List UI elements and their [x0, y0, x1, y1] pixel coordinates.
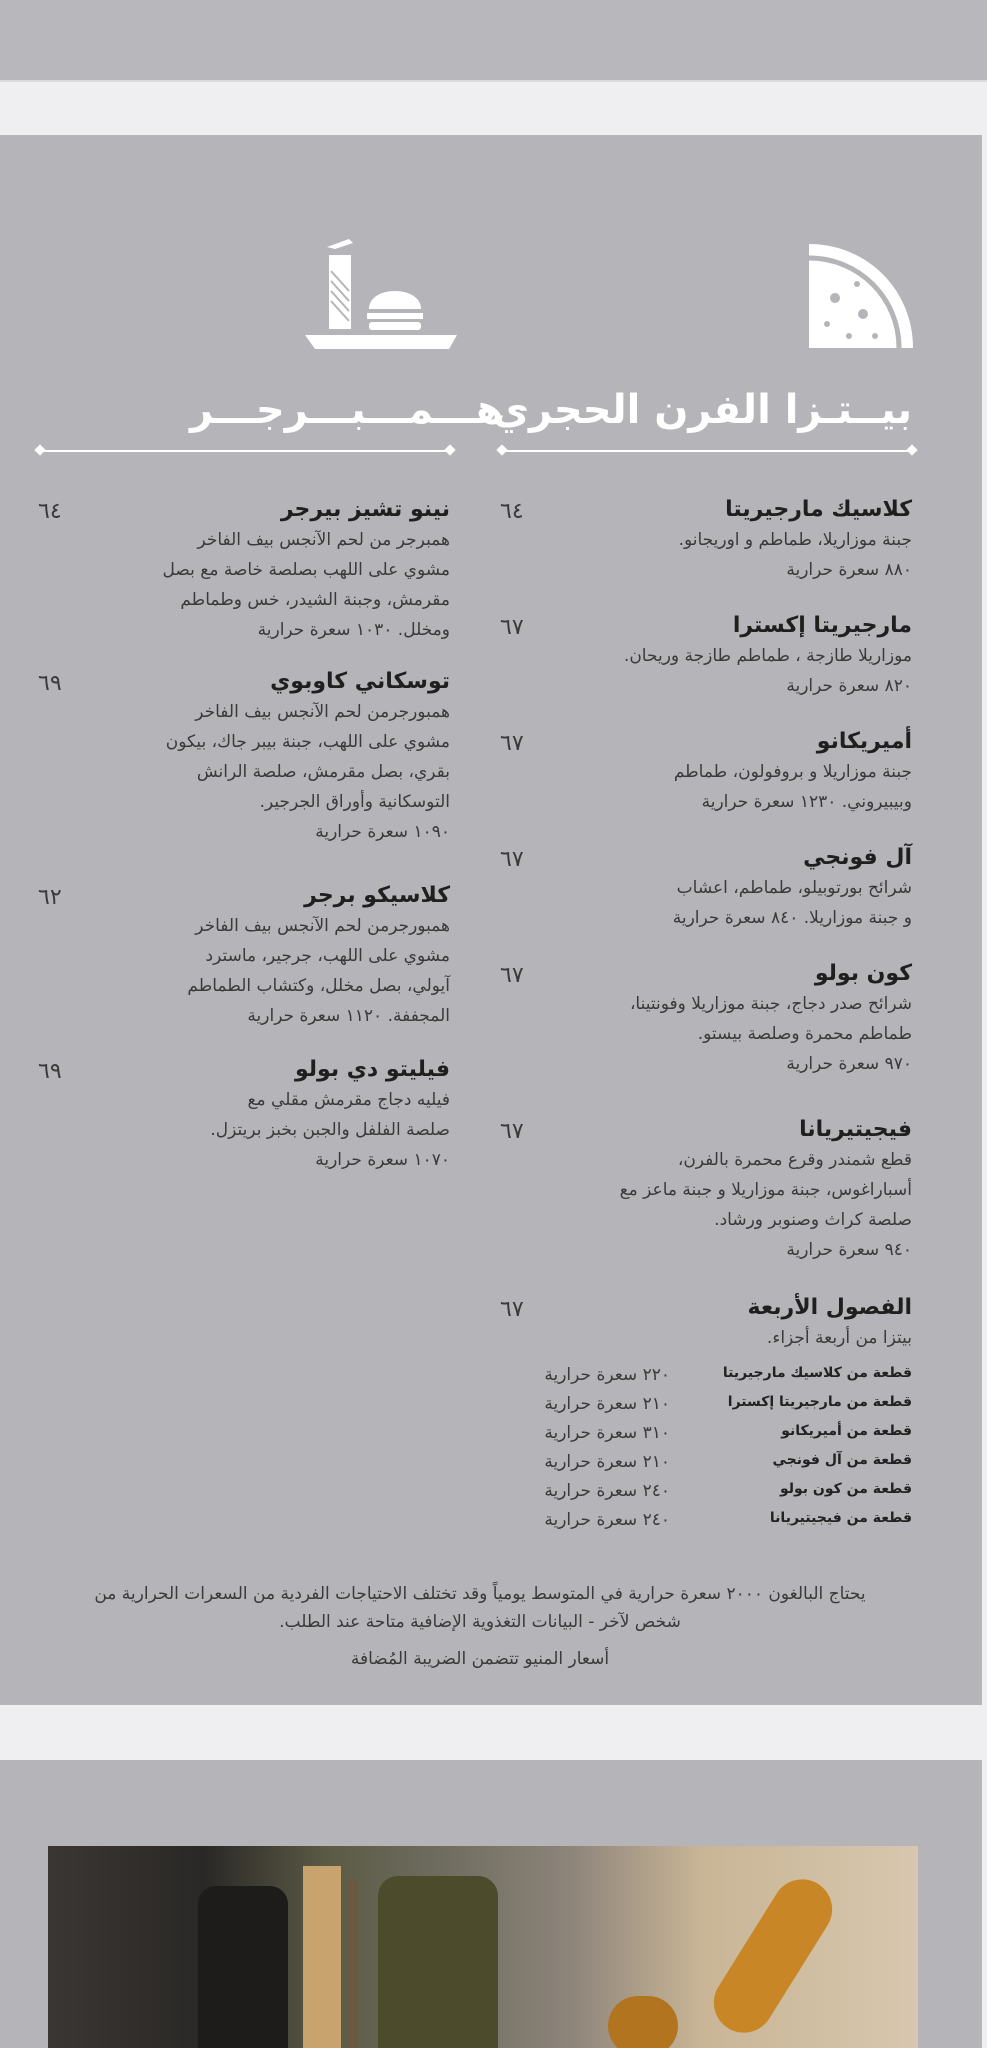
item-desc: شرائح صدر دجاج، جبنة موزاريلا وفونتينا،: [629, 994, 912, 1014]
vat-note: أسعار المنيو تتضمن الضريبة المُضافة: [350, 1649, 610, 1669]
food-photo: [48, 1846, 918, 2048]
item-price: ٦٩: [38, 1059, 62, 1084]
item-desc: مقرمش، وجبنة الشيدر، خس وطماطم: [180, 590, 450, 610]
menu-item: [20, 881, 450, 1031]
item-desc: موزاريلا طازجة ، طماطم طازجة وريحان.: [623, 646, 912, 666]
item-price: ٦٤: [500, 499, 524, 524]
item-desc: ٩٧٠ سعرة حرارية: [786, 1054, 912, 1074]
item-desc: و جبنة موزاريلا. ٨٤٠ سعرة حرارية: [672, 908, 912, 928]
slice-name: قطعة من أميريكانو: [781, 1423, 912, 1439]
bottle-image: [378, 1876, 498, 2048]
burger-drink-icon: [305, 227, 457, 357]
item-name: مارجيريتا إكسترا: [732, 613, 912, 638]
item-price: ٦٧: [500, 731, 524, 756]
item-desc: ١٠٩٠ سعرة حرارية: [315, 822, 450, 842]
item-desc: بقري، بصل مقرمش، صلصة الرانش: [196, 762, 450, 782]
item-desc: المجففة. ١١٢٠ سعرة حرارية: [247, 1006, 450, 1026]
menu-item: [20, 495, 450, 645]
item-desc: طماطم محمرة وصلصة بيستو.: [697, 1024, 912, 1044]
menu-item: [482, 1293, 912, 1353]
item-desc: صلصة كراث وصنوبر ورشاد.: [714, 1210, 912, 1230]
item-desc: همبورجرمن لحم الآنجس بيف الفاخر: [195, 916, 450, 936]
slice-name: قطعة من آل فونجي: [772, 1452, 912, 1468]
slice-calories: ٢١٠ سعرة حرارية: [544, 1452, 670, 1472]
item-price: ٦٧: [500, 615, 524, 640]
slice-calories: ٢١٠ سعرة حرارية: [544, 1394, 670, 1414]
item-name: كلاسيك مارجيريتا: [725, 497, 912, 522]
slice-calories: ٣١٠ سعرة حرارية: [544, 1423, 670, 1443]
item-desc: ١٠٧٠ سعرة حرارية: [315, 1150, 450, 1170]
item-name: فيليتو دي بولو: [295, 1057, 450, 1082]
burger-divider: [40, 450, 450, 452]
slice-row: [492, 1423, 912, 1452]
slice-row: [492, 1452, 912, 1481]
item-desc: مشوي على اللهب، جرجير، ماسترد: [205, 946, 450, 966]
item-name: كون بولو: [814, 961, 912, 986]
item-name: أميريكانو: [816, 729, 912, 754]
slice-name: قطعة من فيجيتيريانا: [769, 1510, 912, 1526]
item-name: كلاسيكو برجر: [304, 883, 450, 908]
menu-item: [482, 495, 912, 585]
slice-name: قطعة من مارجيريتا إكسترا: [727, 1394, 912, 1410]
slice-row: [492, 1510, 912, 1539]
item-price: ٦٤: [38, 499, 62, 524]
item-desc: مشوي على اللهب بصلصة خاصة مع بصل: [162, 560, 450, 580]
item-name: فيجيتيريانا: [799, 1117, 912, 1142]
slice-calories: ٢٤٠ سعرة حرارية: [544, 1481, 670, 1501]
menu-item: [482, 1115, 912, 1265]
item-name: نينو تشيز بيرجر: [280, 497, 450, 522]
item-desc: أسباراغوس، جبنة موزاريلا و جبنة ماعز مع: [619, 1180, 912, 1200]
breadstick-holder: [348, 1880, 358, 2048]
slice-row: [492, 1365, 912, 1394]
item-name: توسكاني كاوبوي: [270, 669, 450, 694]
menu-panel: [0, 135, 982, 1705]
menu-item: [482, 959, 912, 1079]
item-desc: شرائح بورتوبيلو، طماطم، اعشاب: [676, 878, 912, 898]
item-desc: وبيبيروني. ١٢٣٠ سعرة حرارية: [701, 792, 912, 812]
burger-section-title: هـــمـــبـــرجـــر: [190, 387, 504, 433]
item-price: ٦٢: [38, 885, 62, 910]
item-desc: آيولي، بصل مخلل، وكتشاب الطماطم: [187, 976, 450, 996]
pizza-section-title: بيــتـزا الفرن الحجري: [492, 387, 912, 433]
item-desc: ٨٨٠ سعرة حرارية: [786, 560, 912, 580]
item-desc: جبنة موزاريلا، طماطم و اوريجانو.: [678, 530, 912, 550]
breadstick-image: [608, 1996, 678, 2048]
menu-item: [482, 727, 912, 817]
item-name: آل فونجي: [803, 845, 912, 870]
bottle-image: [198, 1886, 288, 2048]
menu-item: [482, 611, 912, 701]
item-price: ٦٧: [500, 1119, 524, 1144]
slice-row: [492, 1481, 912, 1510]
calorie-note-line: يحتاج البالغون ٢٠٠٠ سعرة حرارية في المتوسط يومياً وقد تختلف الاحتياجات الفردية من السعرات الحرارية من: [94, 1584, 866, 1604]
item-desc: ٩٤٠ سعرة حرارية: [786, 1240, 912, 1260]
item-price: ٦٩: [38, 671, 62, 696]
top-banner: [0, 0, 987, 82]
calorie-note: [40, 1580, 920, 1636]
slice-row: [492, 1394, 912, 1423]
item-name: الفصول الأربعة: [747, 1295, 912, 1320]
item-desc: قطع شمندر وقرع محمرة بالفرن،: [677, 1150, 912, 1170]
menu-item: [482, 843, 912, 933]
item-desc: جبنة موزاريلا و بروفولون، طماطم: [673, 762, 912, 782]
pizza-divider: [502, 450, 912, 452]
slice-name: قطعة من كلاسيك مارجيريتا: [722, 1365, 912, 1381]
item-desc: فيليه دجاج مقرمش مقلي مع: [247, 1090, 450, 1110]
item-price: ٦٧: [500, 847, 524, 872]
pizza-slice-icon: [805, 240, 917, 352]
item-desc: صلصة الفلفل والجبن بخبز بريتزل.: [210, 1120, 450, 1140]
item-price: ٦٧: [500, 963, 524, 988]
item-desc: همبورجرمن لحم الآنجس بيف الفاخر: [195, 702, 450, 722]
menu-item: [20, 667, 450, 847]
slice-calories: ٢٢٠ سعرة حرارية: [544, 1365, 670, 1385]
item-desc: مشوي على اللهب، جبنة بيبر جاك، بيكون: [165, 732, 450, 752]
calorie-note-line: شخص لآخر - البيانات التغذوية الإضافية متاحة عند الطلب.: [279, 1612, 681, 1632]
item-desc: همبرجر من لحم الآنجس بيف الفاخر: [197, 530, 450, 550]
breadstick-image: [703, 1868, 844, 2044]
breadstick-holder: [303, 1866, 341, 2048]
item-desc: التوسكانية وأوراق الجرجير.: [259, 792, 450, 812]
slice-name: قطعة من كون بولو: [779, 1481, 912, 1497]
slice-calories: ٢٤٠ سعرة حرارية: [544, 1510, 670, 1530]
item-price: ٦٧: [500, 1297, 524, 1322]
item-desc: بيتزا من أربعة أجزاء.: [766, 1328, 912, 1348]
item-desc: ومخلل. ١٠٣٠ سعرة حرارية: [257, 620, 450, 640]
menu-item: [20, 1055, 450, 1175]
item-desc: ٨٢٠ سعرة حرارية: [786, 676, 912, 696]
